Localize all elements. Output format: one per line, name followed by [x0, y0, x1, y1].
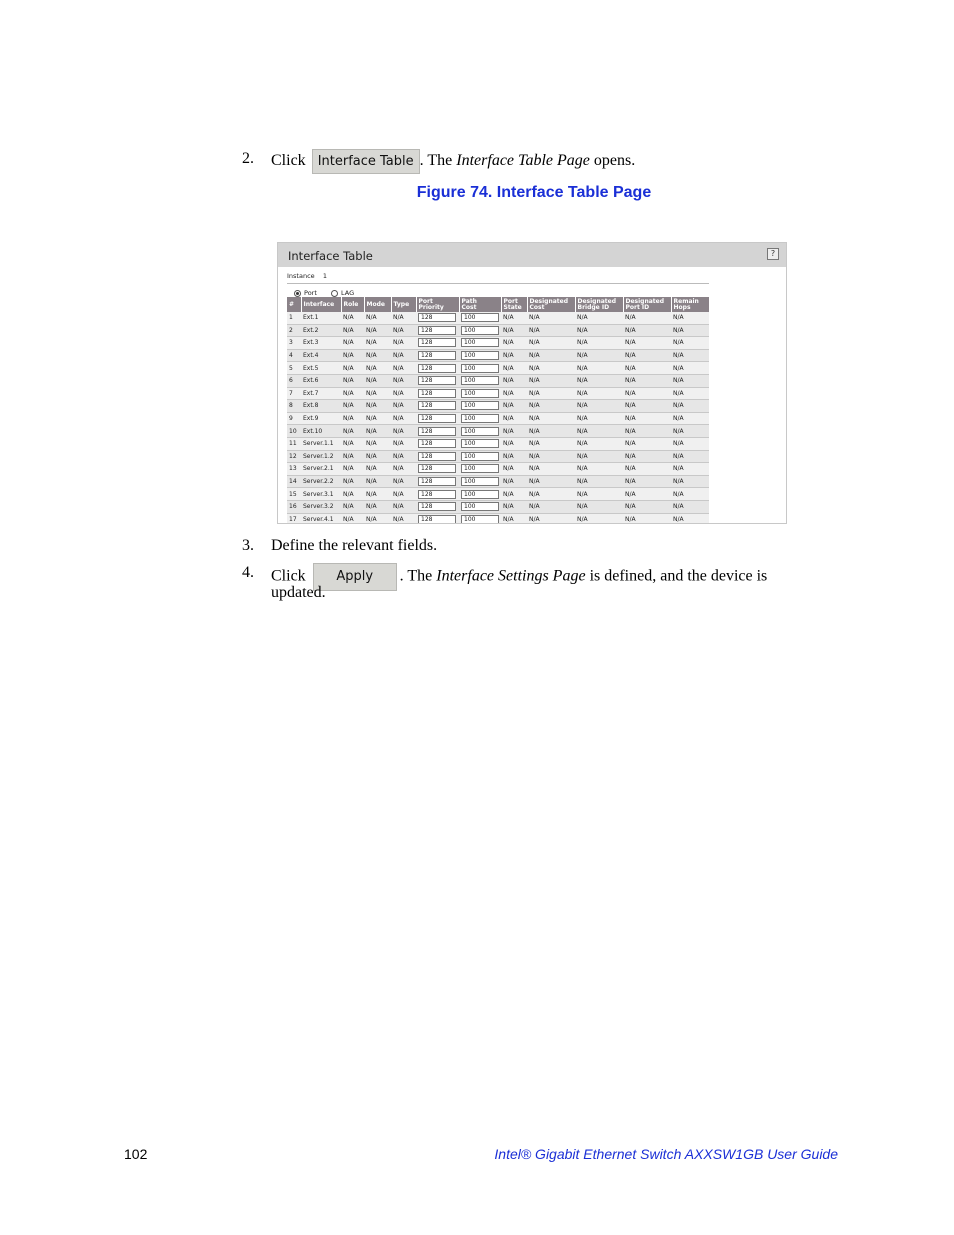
table-cell: N/A: [391, 437, 416, 450]
table-cell: N/A: [527, 374, 575, 387]
table-cell: N/A: [623, 387, 671, 400]
table-cell: 3: [287, 337, 301, 350]
table-cell: N/A: [364, 324, 391, 337]
table-cell: N/A: [527, 387, 575, 400]
table-header-row: [287, 297, 709, 312]
port-priority-input[interactable]: 128: [418, 351, 456, 360]
step-number: 3.: [242, 537, 254, 554]
table-row: [287, 488, 709, 501]
table-cell: Server.3.1: [301, 488, 341, 501]
lag-radio[interactable]: [331, 290, 338, 297]
column-header: Type: [391, 297, 416, 312]
table-cell: N/A: [364, 475, 391, 488]
table-cell: [459, 362, 501, 375]
table-row: [287, 475, 709, 488]
path-cost-input[interactable]: 100: [461, 326, 499, 335]
path-cost-input[interactable]: 100: [461, 515, 499, 524]
table-row: [287, 362, 709, 375]
table-cell: N/A: [364, 362, 391, 375]
table-cell: N/A: [364, 349, 391, 362]
table-cell: N/A: [671, 324, 709, 337]
table-cell: N/A: [364, 463, 391, 476]
table-cell: N/A: [623, 450, 671, 463]
table-cell: 6: [287, 374, 301, 387]
table-cell: 5: [287, 362, 301, 375]
help-icon[interactable]: ?: [767, 248, 779, 260]
table-cell: N/A: [341, 463, 364, 476]
column-header: Port Priority: [416, 297, 459, 312]
table-cell: N/A: [501, 387, 527, 400]
column-header: Designated Cost: [527, 297, 575, 312]
table-cell: [459, 463, 501, 476]
table-cell: N/A: [575, 387, 623, 400]
table-cell: N/A: [623, 324, 671, 337]
table-cell: N/A: [391, 475, 416, 488]
table-cell: N/A: [364, 488, 391, 501]
table-cell: N/A: [341, 337, 364, 350]
table-cell: 9: [287, 412, 301, 425]
interface-table: [287, 297, 710, 524]
table-cell: N/A: [527, 450, 575, 463]
table-cell: Server.2.2: [301, 475, 341, 488]
table-cell: N/A: [364, 337, 391, 350]
table-cell: N/A: [575, 463, 623, 476]
table-cell: N/A: [501, 437, 527, 450]
table-cell: N/A: [341, 312, 364, 324]
table-cell: 2: [287, 324, 301, 337]
table-cell: [416, 362, 459, 375]
table-row: [287, 349, 709, 362]
interface-table-button[interactable]: Interface Table: [312, 149, 420, 174]
table-cell: N/A: [575, 362, 623, 375]
table-cell: [416, 500, 459, 513]
table-cell: N/A: [501, 488, 527, 501]
table-cell: N/A: [341, 437, 364, 450]
column-header: Role: [341, 297, 364, 312]
path-cost-input[interactable]: 100: [461, 313, 499, 322]
port-priority-input[interactable]: 128: [418, 427, 456, 436]
table-cell: N/A: [671, 475, 709, 488]
table-cell: N/A: [341, 362, 364, 375]
table-cell: [459, 349, 501, 362]
table-cell: N/A: [671, 349, 709, 362]
table-cell: N/A: [391, 488, 416, 501]
step-number: 4.: [242, 564, 254, 581]
table-cell: N/A: [341, 425, 364, 438]
table-cell: [459, 475, 501, 488]
table-cell: [459, 400, 501, 413]
table-cell: N/A: [501, 500, 527, 513]
table-cell: N/A: [527, 349, 575, 362]
table-cell: N/A: [575, 500, 623, 513]
table-cell: N/A: [501, 400, 527, 413]
table-cell: Server.1.2: [301, 450, 341, 463]
table-cell: N/A: [364, 500, 391, 513]
step-continuation: updated.: [271, 584, 326, 601]
table-row: [287, 324, 709, 337]
table-row: [287, 412, 709, 425]
table-cell: N/A: [671, 362, 709, 375]
table-row: [287, 425, 709, 438]
table-cell: N/A: [391, 500, 416, 513]
table-cell: [416, 488, 459, 501]
port-priority-input[interactable]: 128: [418, 338, 456, 347]
table-cell: N/A: [527, 312, 575, 324]
instance-field: Instance 1: [287, 272, 328, 280]
table-cell: N/A: [501, 337, 527, 350]
table-cell: N/A: [391, 412, 416, 425]
path-cost-input[interactable]: 100: [461, 401, 499, 410]
table-cell: N/A: [391, 463, 416, 476]
table-cell: N/A: [341, 412, 364, 425]
column-header: #: [287, 297, 301, 312]
table-cell: N/A: [501, 425, 527, 438]
table-cell: N/A: [671, 463, 709, 476]
table-cell: N/A: [623, 475, 671, 488]
table-cell: 10: [287, 425, 301, 438]
path-cost-input[interactable]: 100: [461, 452, 499, 461]
port-priority-input[interactable]: 128: [418, 464, 456, 473]
table-cell: N/A: [623, 500, 671, 513]
table-cell: N/A: [575, 450, 623, 463]
table-cell: Server.1.1: [301, 437, 341, 450]
table-cell: [416, 412, 459, 425]
table-cell: Ext.8: [301, 400, 341, 413]
column-header: Interface: [301, 297, 341, 312]
table-cell: 17: [287, 513, 301, 524]
column-header: Remain Hops: [671, 297, 709, 312]
table-cell: N/A: [364, 437, 391, 450]
table-cell: Ext.5: [301, 362, 341, 375]
panel-header: [278, 243, 786, 267]
table-cell: N/A: [671, 450, 709, 463]
table-cell: N/A: [391, 387, 416, 400]
table-cell: N/A: [391, 324, 416, 337]
table-cell: 1: [287, 312, 301, 324]
table-cell: N/A: [527, 400, 575, 413]
table-cell: N/A: [575, 337, 623, 350]
apply-button[interactable]: Apply: [313, 563, 397, 591]
table-cell: N/A: [391, 337, 416, 350]
table-cell: [416, 437, 459, 450]
table-row: [287, 387, 709, 400]
table-cell: [416, 374, 459, 387]
table-row: [287, 312, 709, 324]
panel-title: Interface Table: [288, 249, 373, 263]
table-row: [287, 450, 709, 463]
table-cell: N/A: [501, 412, 527, 425]
table-cell: N/A: [527, 437, 575, 450]
table-cell: N/A: [527, 513, 575, 524]
document-title: Intel® Gigabit Ethernet Switch AXXSW1GB User Guide: [494, 1146, 838, 1162]
table-cell: N/A: [364, 312, 391, 324]
table-cell: Server.4.1: [301, 513, 341, 524]
table-row: [287, 463, 709, 476]
table-cell: N/A: [364, 374, 391, 387]
path-cost-input[interactable]: 100: [461, 376, 499, 385]
table-cell: N/A: [671, 312, 709, 324]
table-cell: N/A: [671, 513, 709, 524]
port-priority-input[interactable]: 128: [418, 414, 456, 423]
table-cell: [459, 374, 501, 387]
table-cell: N/A: [391, 425, 416, 438]
table-cell: [459, 312, 501, 324]
table-cell: [459, 337, 501, 350]
table-cell: N/A: [501, 463, 527, 476]
table-cell: [459, 437, 501, 450]
table-cell: N/A: [623, 425, 671, 438]
table-cell: 16: [287, 500, 301, 513]
port-priority-input[interactable]: 128: [418, 376, 456, 385]
port-priority-input[interactable]: 128: [418, 326, 456, 335]
step-text: Define the relevant fields.: [271, 537, 438, 554]
table-cell: Server.3.2: [301, 500, 341, 513]
port-priority-input[interactable]: 128: [418, 401, 456, 410]
table-cell: Server.2.1: [301, 463, 341, 476]
table-cell: N/A: [527, 500, 575, 513]
path-cost-input[interactable]: 100: [461, 389, 499, 398]
path-cost-input[interactable]: 100: [461, 414, 499, 423]
table-cell: N/A: [527, 425, 575, 438]
table-cell: 13: [287, 463, 301, 476]
table-cell: Ext.3: [301, 337, 341, 350]
table-cell: N/A: [501, 324, 527, 337]
path-cost-input[interactable]: 100: [461, 477, 499, 486]
table-cell: N/A: [575, 312, 623, 324]
column-header: Mode: [364, 297, 391, 312]
table-cell: [459, 324, 501, 337]
table-cell: 8: [287, 400, 301, 413]
port-priority-input[interactable]: 128: [418, 490, 456, 499]
path-cost-input[interactable]: 100: [461, 351, 499, 360]
table-cell: [459, 513, 501, 524]
table-cell: N/A: [527, 488, 575, 501]
table-cell: N/A: [623, 513, 671, 524]
table-cell: N/A: [341, 488, 364, 501]
table-cell: N/A: [341, 324, 364, 337]
table-cell: [416, 312, 459, 324]
table-cell: N/A: [575, 400, 623, 413]
port-priority-input[interactable]: 128: [418, 313, 456, 322]
port-radio[interactable]: [294, 290, 301, 297]
table-cell: N/A: [671, 400, 709, 413]
table-cell: N/A: [501, 349, 527, 362]
port-priority-input[interactable]: 128: [418, 477, 456, 486]
path-cost-input[interactable]: 100: [461, 427, 499, 436]
table-cell: N/A: [623, 400, 671, 413]
table-cell: N/A: [391, 450, 416, 463]
column-header: Path Cost: [459, 297, 501, 312]
path-cost-input[interactable]: 100: [461, 490, 499, 499]
page-number: 102: [124, 1146, 148, 1162]
table-cell: N/A: [501, 374, 527, 387]
table-cell: N/A: [671, 488, 709, 501]
table-cell: N/A: [623, 374, 671, 387]
table-cell: 7: [287, 387, 301, 400]
table-cell: 14: [287, 475, 301, 488]
table-cell: N/A: [391, 362, 416, 375]
table-cell: N/A: [364, 425, 391, 438]
step-4: 4. Click Apply . The Interface Settings Page is defined, and the device is updated.: [242, 564, 768, 601]
table-cell: N/A: [623, 488, 671, 501]
table-cell: N/A: [527, 337, 575, 350]
table-cell: N/A: [501, 513, 527, 524]
table-cell: N/A: [364, 513, 391, 524]
table-cell: N/A: [501, 450, 527, 463]
port-priority-input[interactable]: 128: [418, 452, 456, 461]
table-cell: N/A: [341, 475, 364, 488]
table-cell: N/A: [575, 425, 623, 438]
table-cell: N/A: [501, 362, 527, 375]
table-cell: N/A: [623, 349, 671, 362]
table-cell: N/A: [364, 450, 391, 463]
table-row: [287, 513, 709, 524]
step-number: 2.: [242, 150, 254, 167]
column-header: Designated Port ID: [623, 297, 671, 312]
table-body: [287, 312, 709, 524]
table-cell: N/A: [575, 488, 623, 501]
table-cell: N/A: [527, 362, 575, 375]
table-cell: N/A: [501, 312, 527, 324]
table-cell: Ext.7: [301, 387, 341, 400]
path-cost-input[interactable]: 100: [461, 502, 499, 511]
table-cell: N/A: [391, 349, 416, 362]
table-cell: N/A: [501, 475, 527, 488]
table-cell: Ext.1: [301, 312, 341, 324]
table-cell: N/A: [341, 349, 364, 362]
path-cost-input[interactable]: 100: [461, 464, 499, 473]
table-cell: N/A: [341, 374, 364, 387]
table-cell: N/A: [527, 463, 575, 476]
port-priority-input[interactable]: 128: [418, 439, 456, 448]
table-cell: [416, 475, 459, 488]
table-cell: [416, 337, 459, 350]
table-cell: N/A: [575, 412, 623, 425]
table-cell: N/A: [671, 337, 709, 350]
table-cell: N/A: [391, 400, 416, 413]
table-cell: [459, 425, 501, 438]
path-cost-input[interactable]: 100: [461, 338, 499, 347]
table-cell: 11: [287, 437, 301, 450]
table-cell: Ext.10: [301, 425, 341, 438]
table-cell: N/A: [671, 412, 709, 425]
table-cell: [416, 400, 459, 413]
table-cell: [459, 412, 501, 425]
table-cell: N/A: [391, 312, 416, 324]
table-cell: N/A: [341, 387, 364, 400]
table-cell: N/A: [623, 337, 671, 350]
table-cell: Ext.9: [301, 412, 341, 425]
table-cell: [459, 488, 501, 501]
table-row: [287, 500, 709, 513]
table-cell: [416, 463, 459, 476]
table-cell: N/A: [341, 450, 364, 463]
table-cell: N/A: [575, 349, 623, 362]
table-cell: [459, 500, 501, 513]
table-cell: N/A: [391, 513, 416, 524]
path-cost-input[interactable]: 100: [461, 364, 499, 373]
table-cell: N/A: [575, 475, 623, 488]
table-cell: N/A: [671, 425, 709, 438]
table-cell: N/A: [671, 500, 709, 513]
table-cell: N/A: [364, 412, 391, 425]
port-priority-input[interactable]: 128: [418, 515, 456, 524]
table-cell: N/A: [527, 324, 575, 337]
table-cell: N/A: [623, 312, 671, 324]
table-cell: 15: [287, 488, 301, 501]
table-cell: N/A: [391, 374, 416, 387]
column-header: Port State: [501, 297, 527, 312]
table-cell: [416, 349, 459, 362]
table-cell: N/A: [364, 400, 391, 413]
port-priority-input[interactable]: 128: [418, 502, 456, 511]
table-cell: [416, 387, 459, 400]
table-cell: [459, 450, 501, 463]
interface-table-screenshot: [277, 242, 787, 524]
port-lag-selector: Port LAG: [294, 289, 354, 297]
figure-caption: Figure 74. Interface Table Page: [416, 184, 652, 201]
table-cell: N/A: [341, 500, 364, 513]
port-priority-input[interactable]: 128: [418, 364, 456, 373]
table-cell: N/A: [623, 412, 671, 425]
table-cell: Ext.2: [301, 324, 341, 337]
port-priority-input[interactable]: 128: [418, 389, 456, 398]
table-cell: N/A: [575, 513, 623, 524]
table-cell: N/A: [575, 374, 623, 387]
table-cell: N/A: [341, 400, 364, 413]
table-cell: [416, 425, 459, 438]
table-cell: N/A: [671, 387, 709, 400]
table-cell: Ext.4: [301, 349, 341, 362]
table-cell: N/A: [671, 374, 709, 387]
path-cost-input[interactable]: 100: [461, 439, 499, 448]
table-cell: [416, 513, 459, 524]
table-cell: N/A: [364, 387, 391, 400]
table-cell: N/A: [527, 475, 575, 488]
table-row: [287, 374, 709, 387]
table-row: [287, 337, 709, 350]
table-cell: [416, 324, 459, 337]
column-header: Designated Bridge ID: [575, 297, 623, 312]
table-cell: N/A: [623, 437, 671, 450]
table-cell: N/A: [341, 513, 364, 524]
divider: [287, 283, 709, 284]
table-cell: 12: [287, 450, 301, 463]
table-cell: N/A: [623, 463, 671, 476]
table-row: [287, 400, 709, 413]
table-cell: [459, 387, 501, 400]
table-cell: [416, 450, 459, 463]
table-cell: N/A: [527, 412, 575, 425]
table-cell: N/A: [575, 324, 623, 337]
table-cell: N/A: [623, 362, 671, 375]
table-row: [287, 437, 709, 450]
table-cell: Ext.6: [301, 374, 341, 387]
table-cell: 4: [287, 349, 301, 362]
table-cell: N/A: [671, 437, 709, 450]
table-cell: N/A: [575, 437, 623, 450]
